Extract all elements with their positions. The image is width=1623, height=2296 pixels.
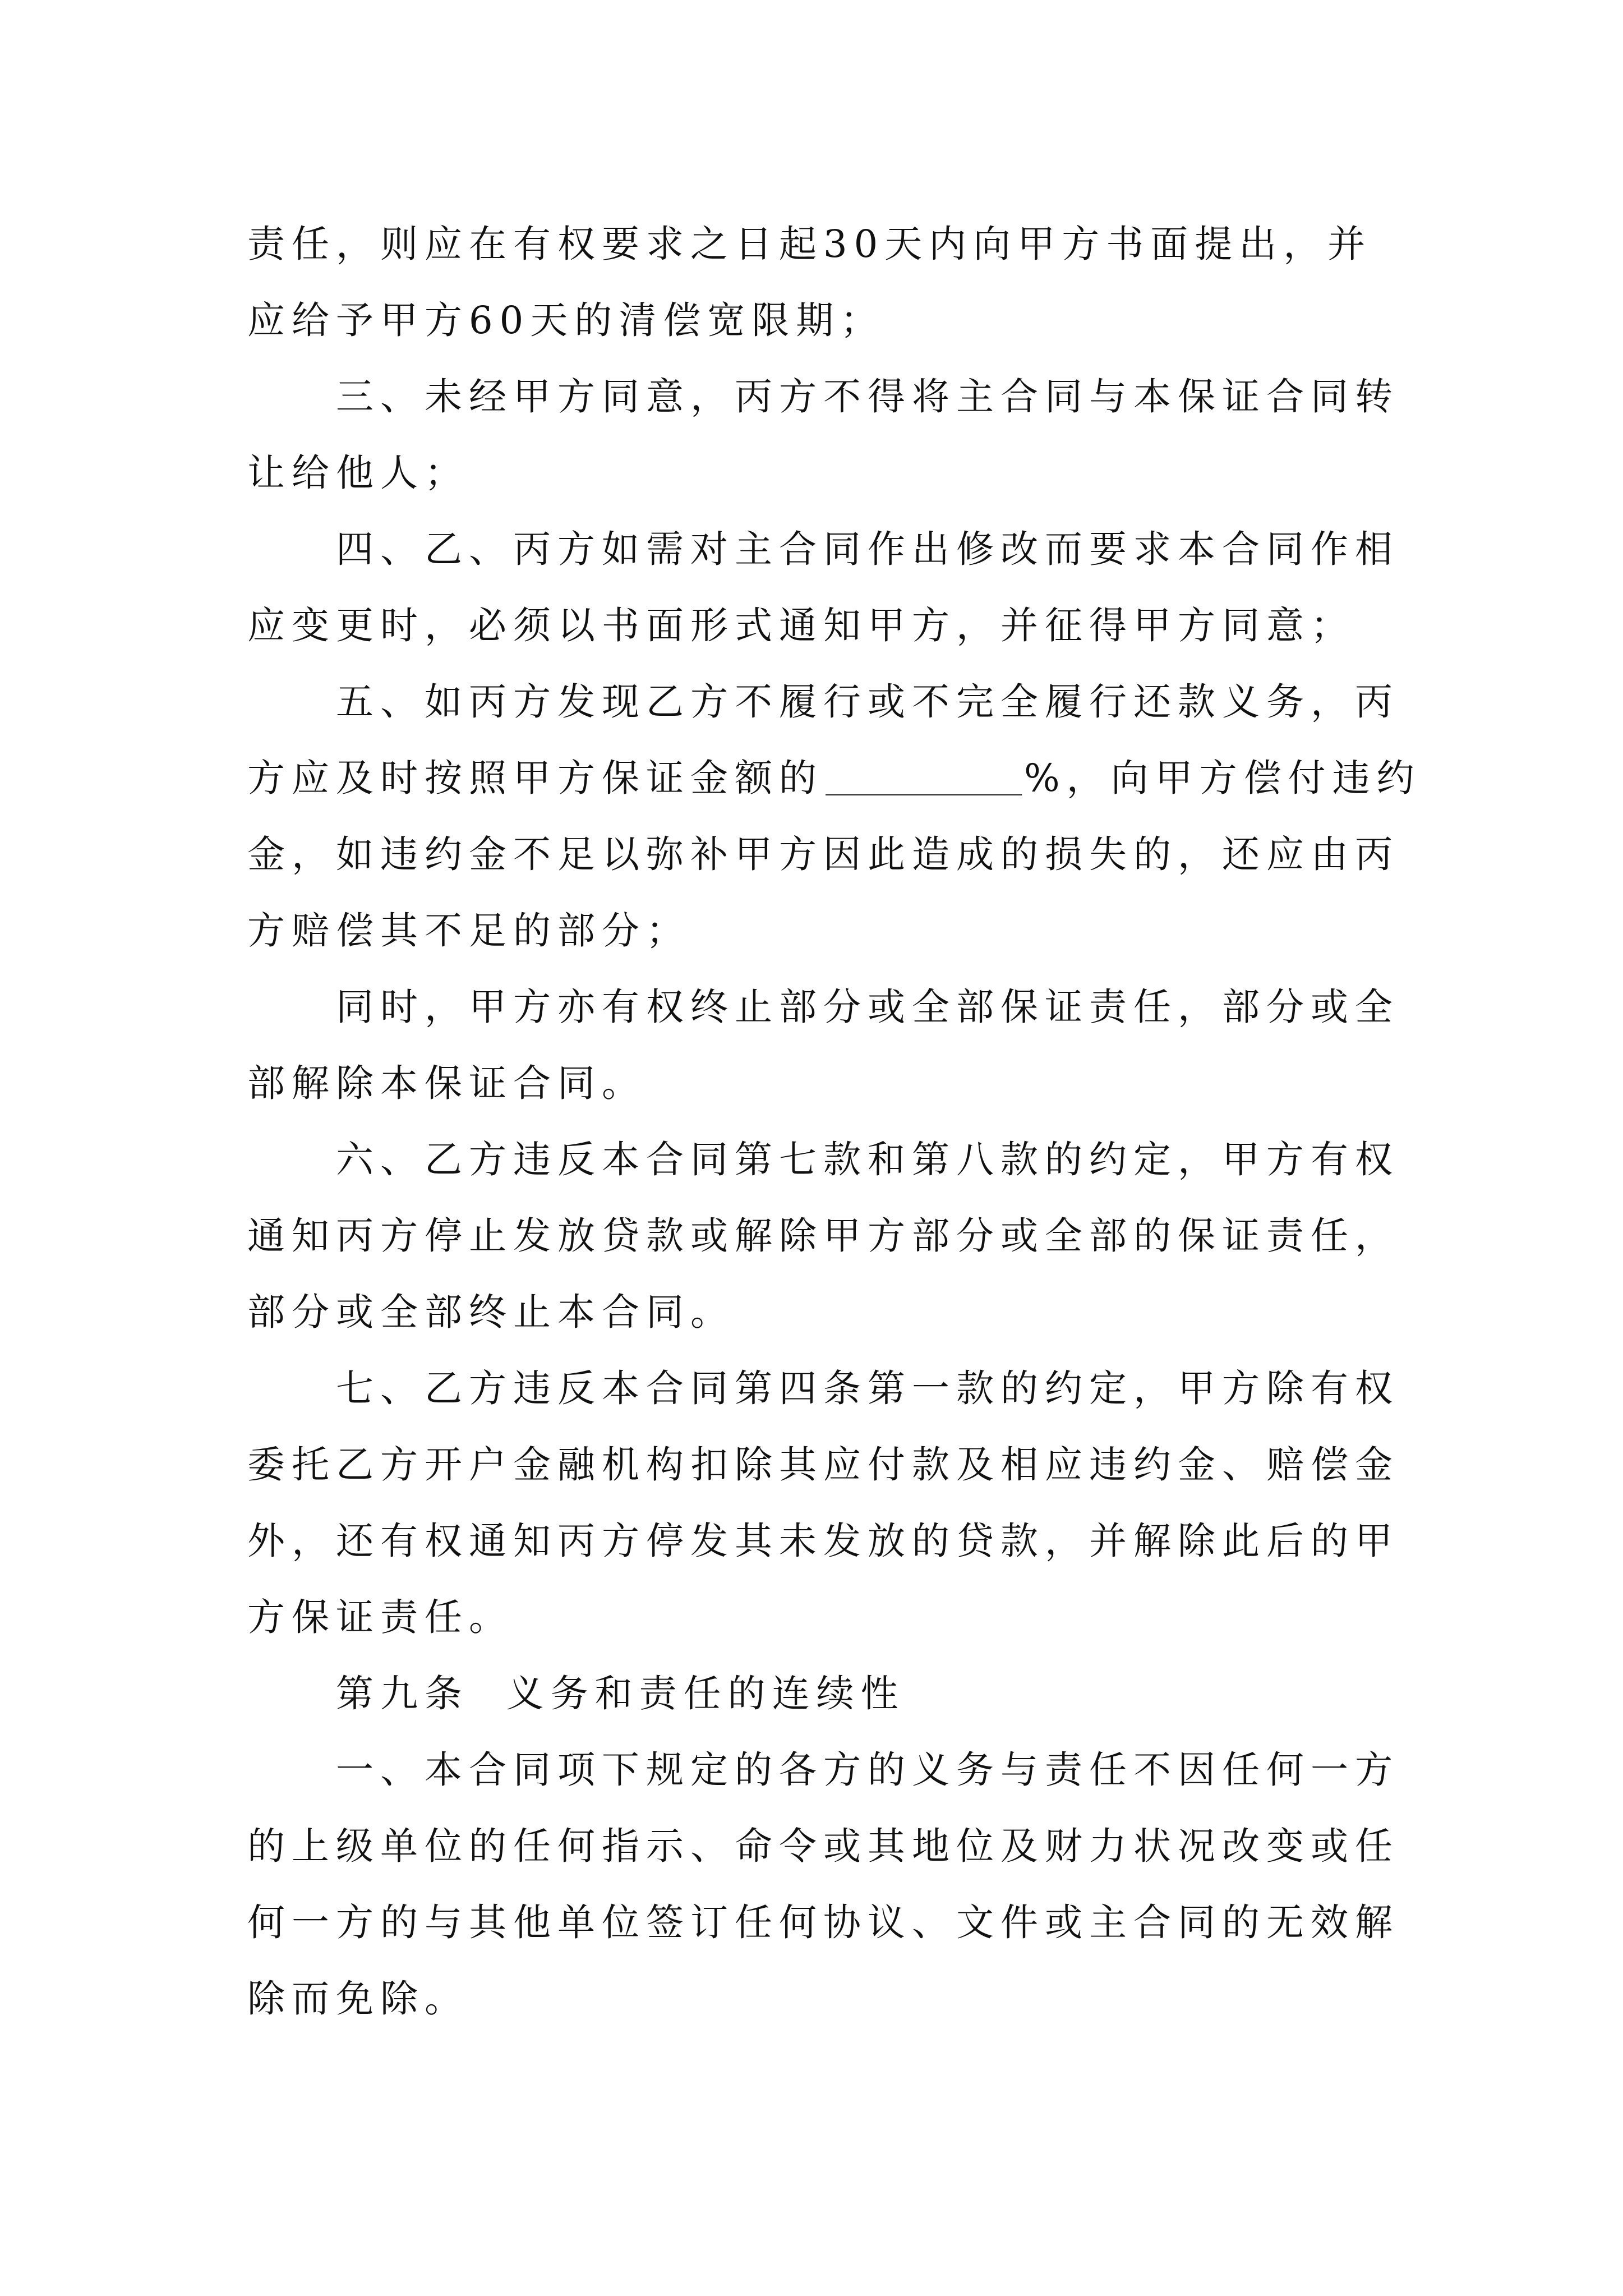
paragraph-meanwhile-line-2: 部解除本保证合同。 [247, 1061, 646, 1105]
article-9-clause-1-line-2: 的上级单位的任何指示、命令或其地位及财力状况改变或任 [247, 1824, 1399, 1868]
clause-5-line-2-before-blank: 方应及时按照甲方保证金额的 [247, 756, 823, 800]
clause-7-line-3: 外，还有权通知丙方停发其未发放的贷款，并解除此后的甲 [247, 1519, 1399, 1563]
clause-5-line-3: 金，如违约金不足以弥补甲方因此造成的损失的，还应由丙 [247, 832, 1399, 876]
clause-6-line-1: 六、乙方违反本合同第七款和第八款的约定，甲方有权 [336, 1138, 1399, 1181]
clause-7-line-1: 七、乙方违反本合同第四条第一款的约定，甲方除有权 [336, 1366, 1399, 1410]
paragraph-meanwhile-line-1: 同时，甲方亦有权终止部分或全部保证责任，部分或全 [336, 985, 1399, 1029]
text-line-1: 责任，则应在有权要求之日起30天内向甲方书面提出，并 [247, 222, 1372, 266]
clause-5-line-2-after-blank: %，向甲方偿付违约 [1024, 756, 1421, 800]
clause-7-line-2: 委托乙方开户金融机构扣除其应付款及相应违约金、赔偿金 [247, 1443, 1399, 1487]
clause-4-line-2: 应变更时，必须以书面形式通知甲方，并征得甲方同意； [247, 604, 1355, 647]
article-9-clause-1-line-3: 何一方的与其他单位签订任何协议、文件或主合同的无效解 [247, 1901, 1399, 1944]
clause-3-line-1: 三、未经甲方同意，丙方不得将主合同与本保证合同转 [336, 375, 1399, 418]
percentage-blank [826, 789, 1022, 795]
text-line-2: 应给予甲方60天的清偿宽限期； [247, 298, 885, 342]
clause-3-line-2: 让给他人； [247, 451, 469, 495]
article-9-heading: 第九条 义务和责任的连续性 [336, 1672, 905, 1715]
clause-5-line-2 [247, 740, 1421, 816]
document-body [247, 206, 1421, 2037]
clause-4-line-1: 四、乙、丙方如需对主合同作出修改而要求本合同作相 [336, 527, 1399, 571]
clause-5-line-4: 方赔偿其不足的部分； [247, 909, 690, 953]
clause-5-line-1: 五、如丙方发现乙方不履行或不完全履行还款义务，丙 [336, 680, 1399, 724]
clause-7-line-4: 方保证责任。 [247, 1595, 513, 1639]
article-9-clause-1-line-4: 除而免除。 [247, 1977, 469, 2021]
article-9-clause-1-line-1: 一、本合同项下规定的各方的义务与责任不因任何一方 [336, 1748, 1399, 1792]
clause-6-line-2: 通知丙方停止发放贷款或解除甲方部分或全部的保证责任， [247, 1214, 1399, 1258]
clause-6-line-3: 部分或全部终止本合同。 [247, 1290, 735, 1334]
